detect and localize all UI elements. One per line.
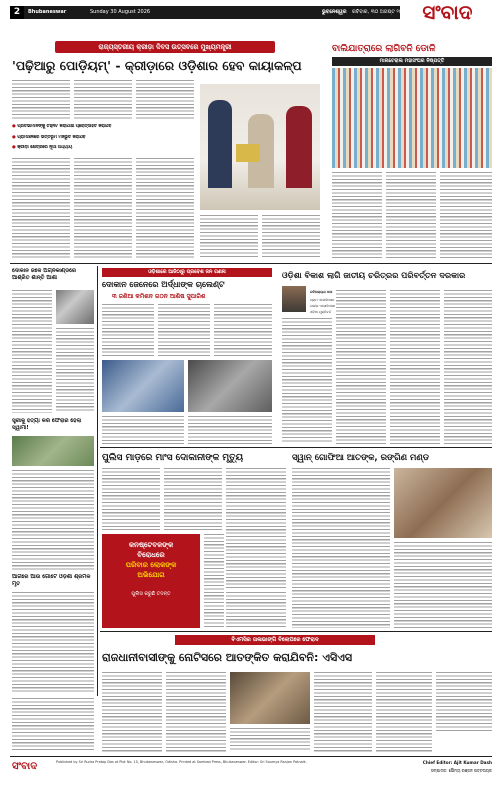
red-box-line-3: ପରିବାର ଲୋକଙ୍କ [125,561,177,569]
lead-bullet-1: ● ପ୍ରତିଭାମାନଙ୍କୁ ଚିହ୍ନଟ କରାଯାଇ ପ୍ରୋତ୍ସାହିତ କରାଯିବ [12,124,112,129]
odisha-body-3 [390,290,440,444]
divider [100,631,492,632]
odisha-bullet-2: ଗଭୀର ଏସୋସିଏସନ [310,304,336,308]
lead-body-lower-3 [136,158,194,258]
speaker-photo [282,286,306,312]
mid-body-4 [102,416,184,444]
bottom-body-1 [102,672,162,752]
odisha-body-1 [282,318,332,444]
logo: ସଂବାଦ [422,0,473,24]
mid-headline: ଦୋକାନ ଜେନେରେ ଅର୍ଦ୍ଧାଙ୍କ ଚାଲେଣ୍ଟ [102,280,225,289]
left-box2-photo [12,436,94,466]
page-number: 2 [10,6,24,19]
footer-imprint: Published by Sri Rudra Pratap Das at Plot No. 15, Bhubaneswar, Odisha. Printed at Sambad Press, Bhubaneswar. Editor: Sri Soumya Ranjan Patnaik. [56,760,307,764]
person-figure [208,100,232,188]
odisha-bullet-3: ଓଡ଼ିଆ ଯୁକ୍ତିଚର୍ଚ୍ଚ [310,310,332,314]
bottom-headline: ରାଜଧାନୀବାସୀଙ୍କୁ ନୋଟିସରେ ଆତଙ୍କିତ କରାଯିବନି: ଏସିଏସ [102,651,353,664]
lead-bullet-3: ● କ୍ରୀଡ଼ା କ୍ଷେତ୍ରରେ ନୂଆ ଅଧ୍ୟାୟ [12,145,73,150]
lead-body-lower-4 [200,215,258,258]
lead-body-col2 [74,80,132,120]
award-plaque [236,144,260,162]
mid-sub: ୩ ଜଣିଆ କମିଶନ ଗଠନ ଆଶିଷ ସୁପାରିଶ [112,293,206,300]
bullet-icon: ● [12,124,16,129]
lead-bullet-2: ● ଗ୍ରାମାଞ୍ଚଳରେ ଭିତ୍ତିଭୂମି ମଜଭୁତ କରାଯିବ [12,135,86,140]
right-top-headline: ବାଲିଯାତ୍ରାରେ ଲାଗିବନି ଡୋଳି [332,44,436,54]
crime-headline: ସ୍ୱାନ୍ ଗୋଫିଆ ଆତଙ୍କ, ରଙ୍ଗିଣ ମଣ୍ଡ [292,453,430,463]
lead-kicker: ରାଜ୍ୟସ୍ତରୀୟ କ୍ରୀଡ଼ା ଦିବସ ଉତ୍ସବରେ ମୁଖ୍ୟମନ୍ତ୍ରୀ [55,41,275,53]
left-box1-body [12,290,52,413]
date-or: ରବିବାର, ୩୦ ଅଗଷ୍ଟ ୨୦୨୬ [352,9,409,15]
lead-body-lower-5 [262,215,320,258]
red-quote-box [102,534,200,628]
red-box-line-4: ଅଭିଯୋଗ [137,571,165,579]
person-figure [286,106,312,188]
bottom-photo [230,672,310,724]
red-box-footer: ପୁଲିସ କରୁଛି ତଦନ୍ତ [131,591,171,597]
divider [100,447,492,448]
police-body-2 [164,468,222,530]
crime-body-3 [394,542,492,628]
chief-editor: Chief Editor: Ajit Kumar Dash [422,760,492,765]
bullet-icon: ● [12,135,16,140]
mid-photo-2 [188,360,272,412]
crime-body-2 [292,512,390,628]
lead-body-col1 [12,80,70,120]
crowd-photo [332,68,492,168]
mid-body-1 [102,304,154,358]
editor-sub: ସମ୍ପାଦକ: ସୌମ୍ୟ ରଞ୍ଜନ ପଟ୍ଟନାୟକ [430,768,492,773]
crime-body-1 [292,468,390,510]
red-box-line-2: ବିରୋଧରେ [137,551,165,559]
city-en: Bhubaneswar [28,9,67,15]
lead-photo [200,84,320,210]
left-bottom-body [12,698,94,752]
footer-rule [10,756,492,757]
crime-photo [394,468,492,538]
lead-body-lower-2 [74,158,132,258]
right-top-sub: ମାନାଟେରାଲ ମହାସଂଘର ନିଷ୍ପତ୍ତି [332,57,492,66]
divider [10,263,492,264]
right-top-body-1 [332,172,382,259]
left-box2-body [12,470,94,570]
left-box1-title: ଦୋକାନ ଜଳେ ଅଗ୍ନିକାଣ୍ଡରେ ଆଶ୍ରିତ ଶାନ୍ତି ଆଶା [12,268,77,281]
mid-body-5 [188,416,272,444]
left-box1-body-2 [56,328,94,413]
lead-headline: 'ପଢ଼ିଆରୁ ପୋଡ଼ିୟମ୍' - କ୍ରୀଡ଼ାରେ ଓଡ଼ିଶାର ହେବ କାୟାକଳ୍ପ [12,58,302,73]
mid-kicker: ଓଡ଼ିଶାରେ ଆଜିଠାରୁ ପ୍ରବେଶ ଜନ ଗଣନା [102,268,272,277]
bottom-body-5 [376,672,432,752]
police-body-1 [102,468,160,530]
left-box1-photo [56,290,94,324]
right-top-body-2 [386,172,436,259]
odisha-body-4 [444,290,492,444]
bottom-body-3 [230,728,310,752]
footer-logo: ସଂବାଦ [12,761,38,772]
police-headline: ପୁଲିସ ମାଡ଼ରେ ମାଂସ ଦୋକାନୀଙ୍କ ମୃତ୍ୟୁ [102,453,244,463]
odisha-headline: ଓଡ଼ିଶା ବିକାଶ ଲାଗି ଜାତୀୟ ଚରିତ୍ରର ପରିବର୍ତ୍ତନ ଦରକାର [282,270,466,280]
bottom-kicker: ବିଏମସିର ତାଳାଭାଙ୍ଗି ବିଲୋପରେ ଫେରାଦ [175,635,375,645]
bottom-body-6 [436,672,492,732]
bullet-icon: ● [12,145,16,150]
left-box3-body [12,592,94,694]
mid-body-3 [214,304,272,358]
odisha-bullet-1: ଗ୍ରାମ ଏସୋସିଏସନ [310,298,335,302]
section-name: ଭୁବନେଶ୍ୱର [322,9,347,15]
date-en: Sunday 30 August 2026 [90,9,151,15]
byline: ରବିନାରାୟଣ ଦାସ [310,290,333,294]
lead-body-lower-1 [12,158,70,258]
divider [97,266,98,696]
police-body-5 [226,592,286,628]
mid-body-2 [158,304,210,358]
police-body-3 [226,468,286,588]
red-box-line-1: କନଷ୍ଟେବଳଙ୍କ [128,541,174,549]
left-box3-title: ଆଗରେ ଆଉ ଗୋଟେ ଓଡ଼ିଶୀ ଶ୍ରମିକ ମୃତ [12,574,91,587]
police-body-4 [204,534,224,628]
left-box2-title: ସ୍ତ୍ରୀକୁ ହତ୍ୟା କରି ଫେରାର ହେଲା ସ୍ୱାମୀ! [12,418,82,431]
bottom-body-2 [166,672,226,752]
mid-photo-1 [102,360,184,412]
right-top-body-3 [440,172,492,259]
bottom-body-4 [314,672,372,752]
lead-body-col3 [136,80,194,120]
odisha-body-2 [336,290,386,444]
